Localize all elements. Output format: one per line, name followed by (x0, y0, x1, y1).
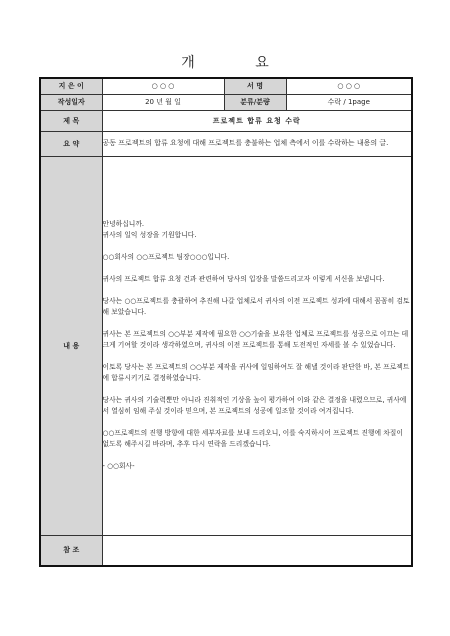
reference-label: 참 조 (40, 535, 102, 566)
signature-label: 서 명 (224, 78, 286, 94)
body-signoff: - ○○회사- (102, 462, 135, 470)
author-label: 지 은 이 (40, 78, 102, 94)
body-paragraph: ○○회사의 ○○프로젝트 팀장○○○입니다. (102, 253, 230, 261)
summary-label: 요 약 (40, 131, 102, 156)
date-label: 작성일자 (40, 94, 102, 110)
subject-label: 제 목 (40, 110, 102, 131)
body-paragraph: 당사는 ○○프로젝트를 충괄하여 추진해 나갈 업체로서 귀사의 이전 프로젝트 성과에 대해서 꼼꼼히 검토해 보았습니다. (102, 297, 410, 316)
category-value: 수락 / 1page (286, 94, 412, 110)
body-paragraph: 이토록 당사는 본 프로젝트의 ○○부분 제작을 귀사에 일임하여도 잘 해낼 것이라 판단한 바, 본 프로젝트에 합류시키기로 결정하였습니다. (102, 363, 410, 382)
body-paragraph: 귀사의 일익 성장을 기원합니다. (102, 231, 197, 239)
category-label: 분류/분량 (224, 94, 286, 110)
author-row (40, 78, 412, 94)
body-paragraph: 당사는 귀사의 기술력뿐만 아니라 진취적인 기상을 높이 평가하여 이와 같은 결정을 내렸으므로, 귀사에서 열심히 임해 주실 것이라 믿으며, 본 프로젝트의 성공에 일조할 것이라 여겨집니다. (102, 396, 407, 415)
body-paragraph: ○○프로젝트의 진행 방향에 대한 세부자료를 보내 드리오니, 이를 숙지하시어 프로젝트 진행에 차질이 없도록 해주시길 바라며, 추후 다시 연락을 드리겠습니다. (102, 429, 403, 448)
summary-row (40, 131, 412, 156)
date-value: 20 년 월 일 (102, 94, 224, 110)
reference-value (102, 535, 412, 566)
subject-value: 프로젝트 합류 요청 수락 (102, 110, 412, 131)
body-paragraph: 안녕하십니까. (102, 220, 145, 228)
body-label: 내 용 (40, 156, 102, 535)
summary-form (39, 77, 413, 567)
body-paragraph: 귀사는 본 프로젝트의 ○○부분 제작에 필요한 ○○기술을 보유한 업체로 프로젝트를 성공으로 이끄는 데 크게 기여할 것이라 생각하였으며, 귀사의 이전 프로젝트를 통해 도전적인 자세를 볼 수 있었습니다. (102, 330, 409, 349)
body-paragraph: 귀사의 프로젝트 합류 요청 건과 관련하여 당사의 입장을 말씀드리고자 이렇게 서신을 보냅니다. (102, 275, 385, 283)
body-content (102, 156, 412, 535)
reference-row (40, 535, 412, 566)
date-row (40, 94, 412, 110)
body-row (40, 156, 412, 535)
document-title: 개 요 (181, 55, 297, 71)
signature-value: ○ ○ ○ (286, 78, 412, 94)
author-value: ○ ○ ○ (102, 78, 224, 94)
subject-row (40, 110, 412, 131)
summary-value: 공동 프로젝트의 합류 요청에 대해 프로젝트를 충불하는 업체 측에서 이를 수락하는 내용의 글. (102, 131, 412, 156)
